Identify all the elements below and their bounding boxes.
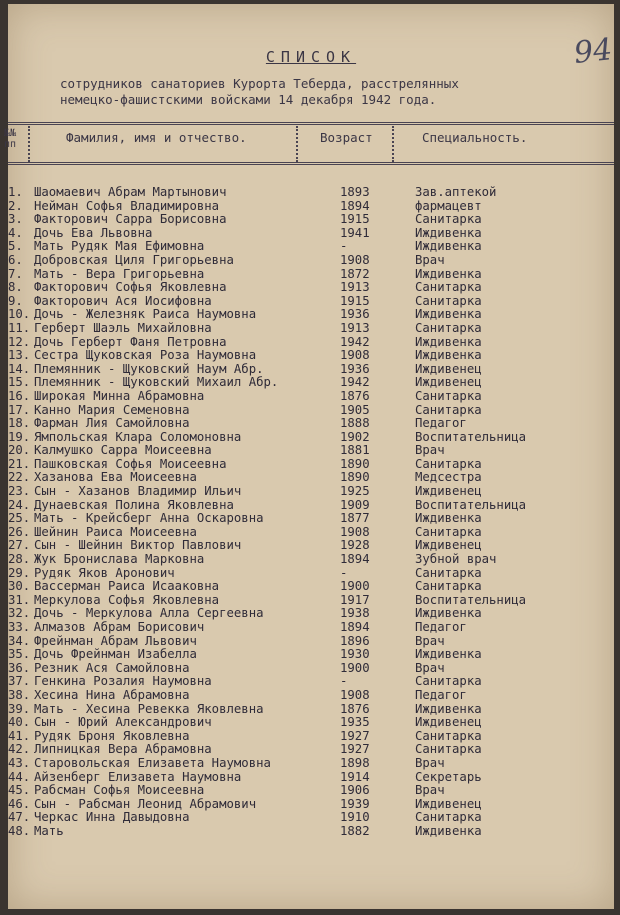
row-name: Липницкая Вера Абрамовна <box>34 742 212 757</box>
row-number: 8. <box>8 280 23 295</box>
row-specialty: Санитарка <box>415 674 482 689</box>
row-year: 1898 <box>340 755 370 770</box>
row-name: Хесина Нина Абрамовна <box>34 687 190 702</box>
list-row <box>8 227 614 241</box>
row-specialty: Иждивенец <box>415 538 482 553</box>
row-name: Вассерман Раиса Исааковна <box>34 579 220 594</box>
row-year: 1905 <box>340 402 370 417</box>
row-name: Рабсман Софья Моисеевна <box>34 783 205 798</box>
row-name: Сестра Щуковская Роза Наумовна <box>34 348 257 363</box>
row-year: 1900 <box>340 660 370 675</box>
list-row <box>8 349 614 363</box>
list-row <box>8 281 614 295</box>
list-row <box>8 499 614 513</box>
row-specialty: Иждивенка <box>415 647 482 662</box>
list-row <box>8 471 614 485</box>
document-page <box>4 4 614 909</box>
row-year: 1893 <box>340 185 370 199</box>
list-row <box>8 404 614 418</box>
row-name: Дочь - Железняк Раиса Наумовна <box>34 307 257 322</box>
row-number: 39. <box>8 701 31 716</box>
list-row <box>8 322 614 336</box>
row-number: 42. <box>8 742 31 757</box>
list-row <box>8 648 614 662</box>
list-row <box>8 417 614 431</box>
list-row <box>8 675 614 689</box>
row-name: Племянник - Щуковский Михаил Абр. <box>34 375 279 390</box>
list-row <box>8 444 614 458</box>
list-row <box>8 431 614 445</box>
list-row <box>8 553 614 567</box>
row-number: 13. <box>8 348 31 363</box>
row-number: 2. <box>8 198 23 213</box>
list-row <box>8 240 614 254</box>
row-year: 1908 <box>340 524 370 539</box>
row-number: 4. <box>8 225 23 240</box>
row-year: 1927 <box>340 728 370 743</box>
list-row <box>8 363 614 377</box>
row-specialty: Санитарка <box>415 565 482 580</box>
header-number: №№ пп <box>4 128 17 150</box>
row-specialty: фармацевт <box>415 198 482 213</box>
row-number: 35. <box>8 647 31 662</box>
row-name: Мать - Вера Григорьевна <box>34 266 205 281</box>
row-year: 1914 <box>340 769 370 784</box>
list-row <box>8 458 614 472</box>
row-year: 1890 <box>340 470 370 485</box>
row-specialty: Санитарка <box>415 388 482 403</box>
list-row <box>8 716 614 730</box>
row-specialty: Санитарка <box>415 212 482 227</box>
row-number: 6. <box>8 252 23 267</box>
header-specialty: Специальность. <box>422 130 528 145</box>
row-year: 1906 <box>340 783 370 798</box>
list-row <box>8 798 614 812</box>
header-bottom-rule <box>8 162 614 165</box>
list-row <box>8 485 614 499</box>
list-row <box>8 376 614 390</box>
row-year: 1909 <box>340 497 370 512</box>
personnel-list <box>8 186 614 839</box>
list-row <box>8 825 614 839</box>
list-row <box>8 689 614 703</box>
row-specialty: Иждивенка <box>415 511 482 526</box>
row-year: 1900 <box>340 579 370 594</box>
row-specialty: Санитарка <box>415 728 482 743</box>
row-specialty: Иждивенец <box>415 361 482 376</box>
row-specialty: Врач <box>415 443 445 458</box>
row-specialty: Санитарка <box>415 579 482 594</box>
header-separator <box>28 126 30 162</box>
list-row <box>8 594 614 608</box>
row-number: 37. <box>8 674 31 689</box>
list-row <box>8 730 614 744</box>
row-specialty: Санитарка <box>415 293 482 308</box>
row-specialty: Врач <box>415 660 445 675</box>
row-year: 1913 <box>340 320 370 335</box>
row-year: 1890 <box>340 456 370 471</box>
list-row <box>8 526 614 540</box>
row-name: Генкина Розалия Наумовна <box>34 674 212 689</box>
list-row <box>8 621 614 635</box>
row-number: 15. <box>8 375 31 390</box>
row-number: 17. <box>8 402 31 417</box>
row-specialty: Санитарка <box>415 280 482 295</box>
row-year: 1938 <box>340 606 370 621</box>
row-number: 41. <box>8 728 31 743</box>
row-name: Пашковская Софья Моисеевна <box>34 456 227 471</box>
row-number: 19. <box>8 429 31 444</box>
row-number: 20. <box>8 443 31 458</box>
row-specialty: Иждивенец <box>415 715 482 730</box>
row-number: 32. <box>8 606 31 621</box>
row-specialty: Воспитательница <box>415 429 527 444</box>
row-year: 1910 <box>340 810 370 825</box>
list-row <box>8 539 614 553</box>
row-name: Рудяк Броня Яковлевна <box>34 728 190 743</box>
row-name: Рудяк Яков Аронович <box>34 565 175 580</box>
list-row <box>8 811 614 825</box>
row-year: 1915 <box>340 293 370 308</box>
row-year: 1894 <box>340 552 370 567</box>
row-name: Сын - Хазанов Владимир Ильич <box>34 484 242 499</box>
list-row <box>8 757 614 771</box>
row-year: 1876 <box>340 388 370 403</box>
row-number: 25. <box>8 511 31 526</box>
list-row <box>8 254 614 268</box>
row-specialty: Врач <box>415 633 445 648</box>
row-specialty: Педагог <box>415 620 467 634</box>
row-number: 22. <box>8 470 31 485</box>
row-number: 40. <box>8 715 31 730</box>
row-name: Алмазов Абрам Борисович <box>34 620 205 634</box>
row-number: 44. <box>8 769 31 784</box>
document-title: СПИСОК <box>265 48 357 66</box>
row-name: Герберт Шаэль Михайловна <box>34 320 212 335</box>
row-year: 1939 <box>340 796 370 811</box>
row-name: Жук Бронислава Марковна <box>34 552 205 567</box>
row-specialty: Педагог <box>415 416 467 431</box>
row-name: Дочь Герберт Фаня Петровна <box>34 334 227 349</box>
row-number: 43. <box>8 755 31 770</box>
row-year: 1902 <box>340 429 370 444</box>
list-row <box>8 607 614 621</box>
row-specialty: Воспитательница <box>415 592 527 607</box>
row-name: Дочь Ева Львовна <box>34 225 153 240</box>
row-specialty: Зав.аптекой <box>415 185 497 199</box>
list-row <box>8 784 614 798</box>
row-number: 45. <box>8 783 31 798</box>
row-year: 1896 <box>340 633 370 648</box>
row-specialty: Иждивенка <box>415 334 482 349</box>
row-specialty: Иждивенка <box>415 348 482 363</box>
row-name: Племянник - Щуковский Наум Абр. <box>34 361 264 376</box>
row-name: Дочь Фрейнман Изабелла <box>34 647 197 662</box>
row-name: Сын - Рабсман Леонид Абрамович <box>34 796 257 811</box>
row-number: 30. <box>8 579 31 594</box>
row-specialty: Санитарка <box>415 320 482 335</box>
list-row <box>8 743 614 757</box>
row-year: 1928 <box>340 538 370 553</box>
row-specialty: Иждивенка <box>415 606 482 621</box>
row-year: 1908 <box>340 687 370 702</box>
row-name: Факторович Ася Иосифовна <box>34 293 212 308</box>
row-name: Канно Мария Семеновна <box>34 402 190 417</box>
row-number: 36. <box>8 660 31 675</box>
row-name: Мать - Хесина Ревекка Яковлевна <box>34 701 264 716</box>
row-name: Факторович Софья Яковлевна <box>34 280 227 295</box>
row-number: 29. <box>8 565 31 580</box>
row-year: 1925 <box>340 484 370 499</box>
row-year: 1913 <box>340 280 370 295</box>
row-specialty: Педагог <box>415 687 467 702</box>
folio-number: 94 <box>572 32 614 71</box>
row-specialty: Иждивенка <box>415 266 482 281</box>
list-row <box>8 635 614 649</box>
row-specialty: Иждивенец <box>415 796 482 811</box>
row-year: 1894 <box>340 198 370 213</box>
row-name: Фрейнман Абрам Львович <box>34 633 197 648</box>
row-year: 1876 <box>340 701 370 716</box>
row-year: 1942 <box>340 334 370 349</box>
row-number: 14. <box>8 361 31 376</box>
header-top-rule <box>8 122 614 125</box>
row-name: Резник Ася Самойловна <box>34 660 190 675</box>
list-row <box>8 200 614 214</box>
row-specialty: Иждивенец <box>415 375 482 390</box>
row-name: Факторович Сарра Борисовна <box>34 212 227 227</box>
row-specialty: Врач <box>415 783 445 798</box>
row-year: 1942 <box>340 375 370 390</box>
row-name: Фарман Лия Самойловна <box>34 416 190 431</box>
row-specialty: Врач <box>415 252 445 267</box>
row-number: 10. <box>8 307 31 322</box>
row-name: Меркулова Софья Яковлевна <box>34 592 220 607</box>
row-specialty: Санитарка <box>415 524 482 539</box>
row-number: 23. <box>8 484 31 499</box>
row-number: 46. <box>8 796 31 811</box>
row-year: 1908 <box>340 348 370 363</box>
row-specialty: Зубной врач <box>415 552 497 567</box>
row-name: Мать - Крейсберг Анна Оскаровна <box>34 511 264 526</box>
header-age: Возраст <box>320 130 373 145</box>
row-specialty: Санитарка <box>415 402 482 417</box>
row-year: - <box>340 674 348 689</box>
row-number: 12. <box>8 334 31 349</box>
row-number: 1. <box>8 185 23 199</box>
list-row <box>8 186 614 200</box>
row-specialty: Секретарь <box>415 769 482 784</box>
row-year: 1941 <box>340 225 370 240</box>
row-number: 9. <box>8 293 23 308</box>
row-number: 28. <box>8 552 31 567</box>
row-year: 1872 <box>340 266 370 281</box>
list-row <box>8 580 614 594</box>
row-year: 1936 <box>340 361 370 376</box>
row-name: Шаомаевич Абрам Мартынович <box>34 185 227 199</box>
list-row <box>8 771 614 785</box>
row-name: Добровская Циля Григорьевна <box>34 252 234 267</box>
row-number: 7. <box>8 266 23 281</box>
list-row <box>8 703 614 717</box>
list-row <box>8 662 614 676</box>
row-number: 16. <box>8 388 31 403</box>
row-year: 1877 <box>340 511 370 526</box>
list-row <box>8 213 614 227</box>
row-number: 5. <box>8 239 23 254</box>
row-number: 26. <box>8 524 31 539</box>
row-specialty: Иждивенка <box>415 823 482 838</box>
row-year: 1927 <box>340 742 370 757</box>
row-name: Сын - Юрий Александрович <box>34 715 212 730</box>
row-specialty: Иждивенка <box>415 307 482 322</box>
subtitle-line-2: немецко-фашистскими войсками 14 декабря 1942 года. <box>60 92 437 107</box>
list-row <box>8 295 614 309</box>
row-specialty: Медсестра <box>415 470 482 485</box>
list-row <box>8 390 614 404</box>
list-row <box>8 308 614 322</box>
row-number: 27. <box>8 538 31 553</box>
row-year: 1888 <box>340 416 370 431</box>
row-specialty: Иждивенка <box>415 225 482 240</box>
list-row <box>8 268 614 282</box>
row-name: Сын - Шейнин Виктор Павлович <box>34 538 242 553</box>
row-specialty: Санитарка <box>415 810 482 825</box>
row-name: Мать <box>34 823 64 838</box>
row-year: - <box>340 239 348 254</box>
row-name: Старовольская Елизавета Наумовна <box>34 755 271 770</box>
row-name: Хазанова Ева Моисеевна <box>34 470 197 485</box>
row-number: 18. <box>8 416 31 431</box>
row-year: - <box>340 565 348 580</box>
row-number: 34. <box>8 633 31 648</box>
row-name: Мать Рудяк Мая Ефимовна <box>34 239 205 254</box>
row-year: 1936 <box>340 307 370 322</box>
row-specialty: Санитарка <box>415 456 482 471</box>
header-name: Фамилия, имя и отчество. <box>66 130 247 145</box>
row-year: 1935 <box>340 715 370 730</box>
row-year: 1894 <box>340 620 370 634</box>
row-specialty: Иждивенка <box>415 701 482 716</box>
row-specialty: Врач <box>415 755 445 770</box>
row-name: Дунаевская Полина Яковлевна <box>34 497 234 512</box>
list-row <box>8 512 614 526</box>
row-specialty: Санитарка <box>415 742 482 757</box>
row-number: 3. <box>8 212 23 227</box>
row-name: Калмушко Сарра Моисеевна <box>34 443 212 458</box>
list-row <box>8 567 614 581</box>
header-separator <box>296 126 298 162</box>
row-number: 24. <box>8 497 31 512</box>
row-name: Шейнин Раиса Моисеевна <box>34 524 197 539</box>
row-number: 33. <box>8 620 31 634</box>
row-name: Черкас Инна Давыдовна <box>34 810 190 825</box>
row-year: 1881 <box>340 443 370 458</box>
row-number: 11. <box>8 320 31 335</box>
row-name: Айзенберг Елизавета Наумовна <box>34 769 242 784</box>
row-number: 48. <box>8 823 31 838</box>
row-year: 1917 <box>340 592 370 607</box>
list-row <box>8 336 614 350</box>
row-number: 38. <box>8 687 31 702</box>
row-specialty: Воспитательница <box>415 497 527 512</box>
row-year: 1908 <box>340 252 370 267</box>
row-name: Ямпольская Клара Соломоновна <box>34 429 242 444</box>
row-specialty: Иждивенец <box>415 484 482 499</box>
row-number: 31. <box>8 592 31 607</box>
row-name: Дочь - Меркулова Алла Сергеевна <box>34 606 264 621</box>
row-year: 1930 <box>340 647 370 662</box>
row-year: 1915 <box>340 212 370 227</box>
row-number: 21. <box>8 456 31 471</box>
row-number: 47. <box>8 810 31 825</box>
row-specialty: Иждивенка <box>415 239 482 254</box>
row-name: Широкая Минна Абрамовна <box>34 388 205 403</box>
header-separator <box>392 126 394 162</box>
row-year: 1882 <box>340 823 370 838</box>
row-name: Нейман Софья Владимировна <box>34 198 220 213</box>
subtitle-line-1: сотрудников санаториев Курорта Теберда, расстрелянных <box>60 76 459 91</box>
